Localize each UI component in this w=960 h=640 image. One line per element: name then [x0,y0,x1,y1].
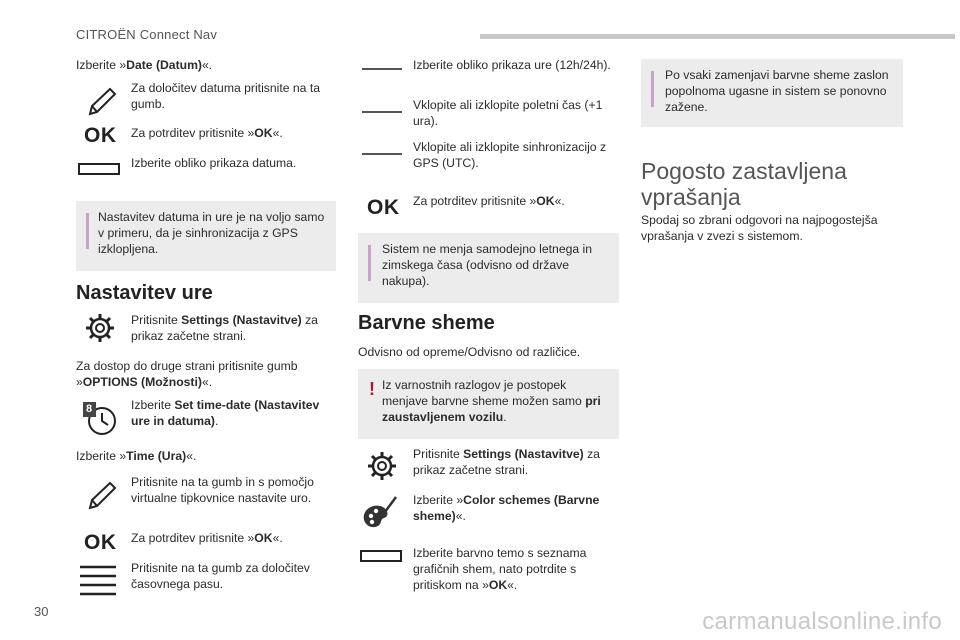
palette-icon [360,494,400,534]
para-faq: Spodaj so zbrani odgovori na najpogostejša vprašanja v zvezi s sistemom. [641,213,878,243]
dash-icon [362,68,402,70]
select-box-icon [78,162,120,176]
step-edit-date: Za določitev datuma pritisnite na ta gumb. [131,81,321,111]
step-settings: Pritisnite Settings (Nastavitve) za prikaz začetne strani. [131,313,318,343]
step-edit-time: Pritisnite na ta gumb in s pomočjo virtualne tipkovnice nastavite uro. [131,475,314,505]
select-box-icon [360,549,402,563]
info-box-restart [641,59,903,127]
warning-text: Iz varnostnih razlogov je postopek menjave barvne sheme možen samo pri zaustavljenem vozilu. [382,378,601,424]
step-time-zone: Pritisnite na ta gumb za določitev časovnega pasu. [131,561,310,591]
ok-icon: OK [367,196,400,219]
dash-icon [362,153,402,155]
info-box-dst [358,233,619,303]
info-text: Po vsaki zamenjavi barvne sheme zaslon popolnoma ugasne in sistem se ponovno zažene. [665,68,889,114]
warning-box [358,369,619,439]
section-heading-faq: Pogosto zastavljena vprašanja [641,158,847,210]
intro-text: Izberite »Date (Datum)«. [76,58,213,72]
step-gps-sync: Vklopite ali izklopite sinhronizacijo z GPS (UTC). [413,140,607,170]
step-settings: Pritisnite Settings (Nastavitve) za prikaz začetne strani. [413,447,600,477]
gear-icon [84,312,116,344]
section-heading-time: Nastavitev ure [76,282,213,304]
pencil-icon [84,84,120,120]
step-date-format: Izberite obliko prikaza datuma. [131,156,297,170]
para-time: Izberite »Time (Ura)«. [76,449,197,463]
watermark: carmanualsonline.info [702,608,942,635]
gear-icon [366,450,398,482]
document-title: CITROËN Connect Nav [76,27,218,42]
header-rule [480,34,955,39]
info-icon [651,71,654,107]
clock-settings-icon [82,397,118,437]
badge-number: 8 [86,403,93,415]
section-heading-colors: Barvne sheme [358,312,495,334]
para-options: Za dostop do druge strani pritisnite gumb »OPTIONS (Možnosti)«. [76,359,298,389]
ok-icon: OK [84,124,117,147]
page-number: 30 [34,604,49,619]
info-text: Nastavitev datuma in ure je na voljo samo v primeru, da je sinhronizacija z GPS izklopljena. [98,210,325,256]
step-confirm-ok: Za potrditev pritisnite »OK«. [131,531,283,545]
menu-list-icon [80,564,116,596]
info-box-date [76,201,336,271]
warning-icon: ! [369,379,375,399]
step-set-time-date: Izberite Set time-date (Nastavitev ure in datuma). [131,398,320,428]
para-equipment: Odvisno od opreme/Odvisno od različice. [358,345,581,359]
step-choose-theme: Izberite barvno temo s seznama grafičnih shem, nato potrdite s pritiskom na »OK«. [413,546,587,592]
step-color-schemes: Izberite »Color schemes (Barvne sheme)«. [413,493,600,523]
step-confirm-ok: Za potrditev pritisnite »OK«. [131,126,283,140]
step-summer-time: Vklopite ali izklopite poletni čas (+1 ura). [413,98,603,128]
step-time-format: Izberite obliko prikaza ure (12h/24h). [413,58,611,72]
info-text: Sistem ne menja samodejno letnega in zimskega časa (odvisno od države nakupa). [382,242,593,288]
info-icon [86,213,89,249]
ok-icon: OK [84,531,117,554]
pencil-icon [84,478,120,514]
info-icon [368,245,371,281]
step-confirm-ok: Za potrditev pritisnite »OK«. [413,194,565,208]
dash-icon [362,111,402,113]
